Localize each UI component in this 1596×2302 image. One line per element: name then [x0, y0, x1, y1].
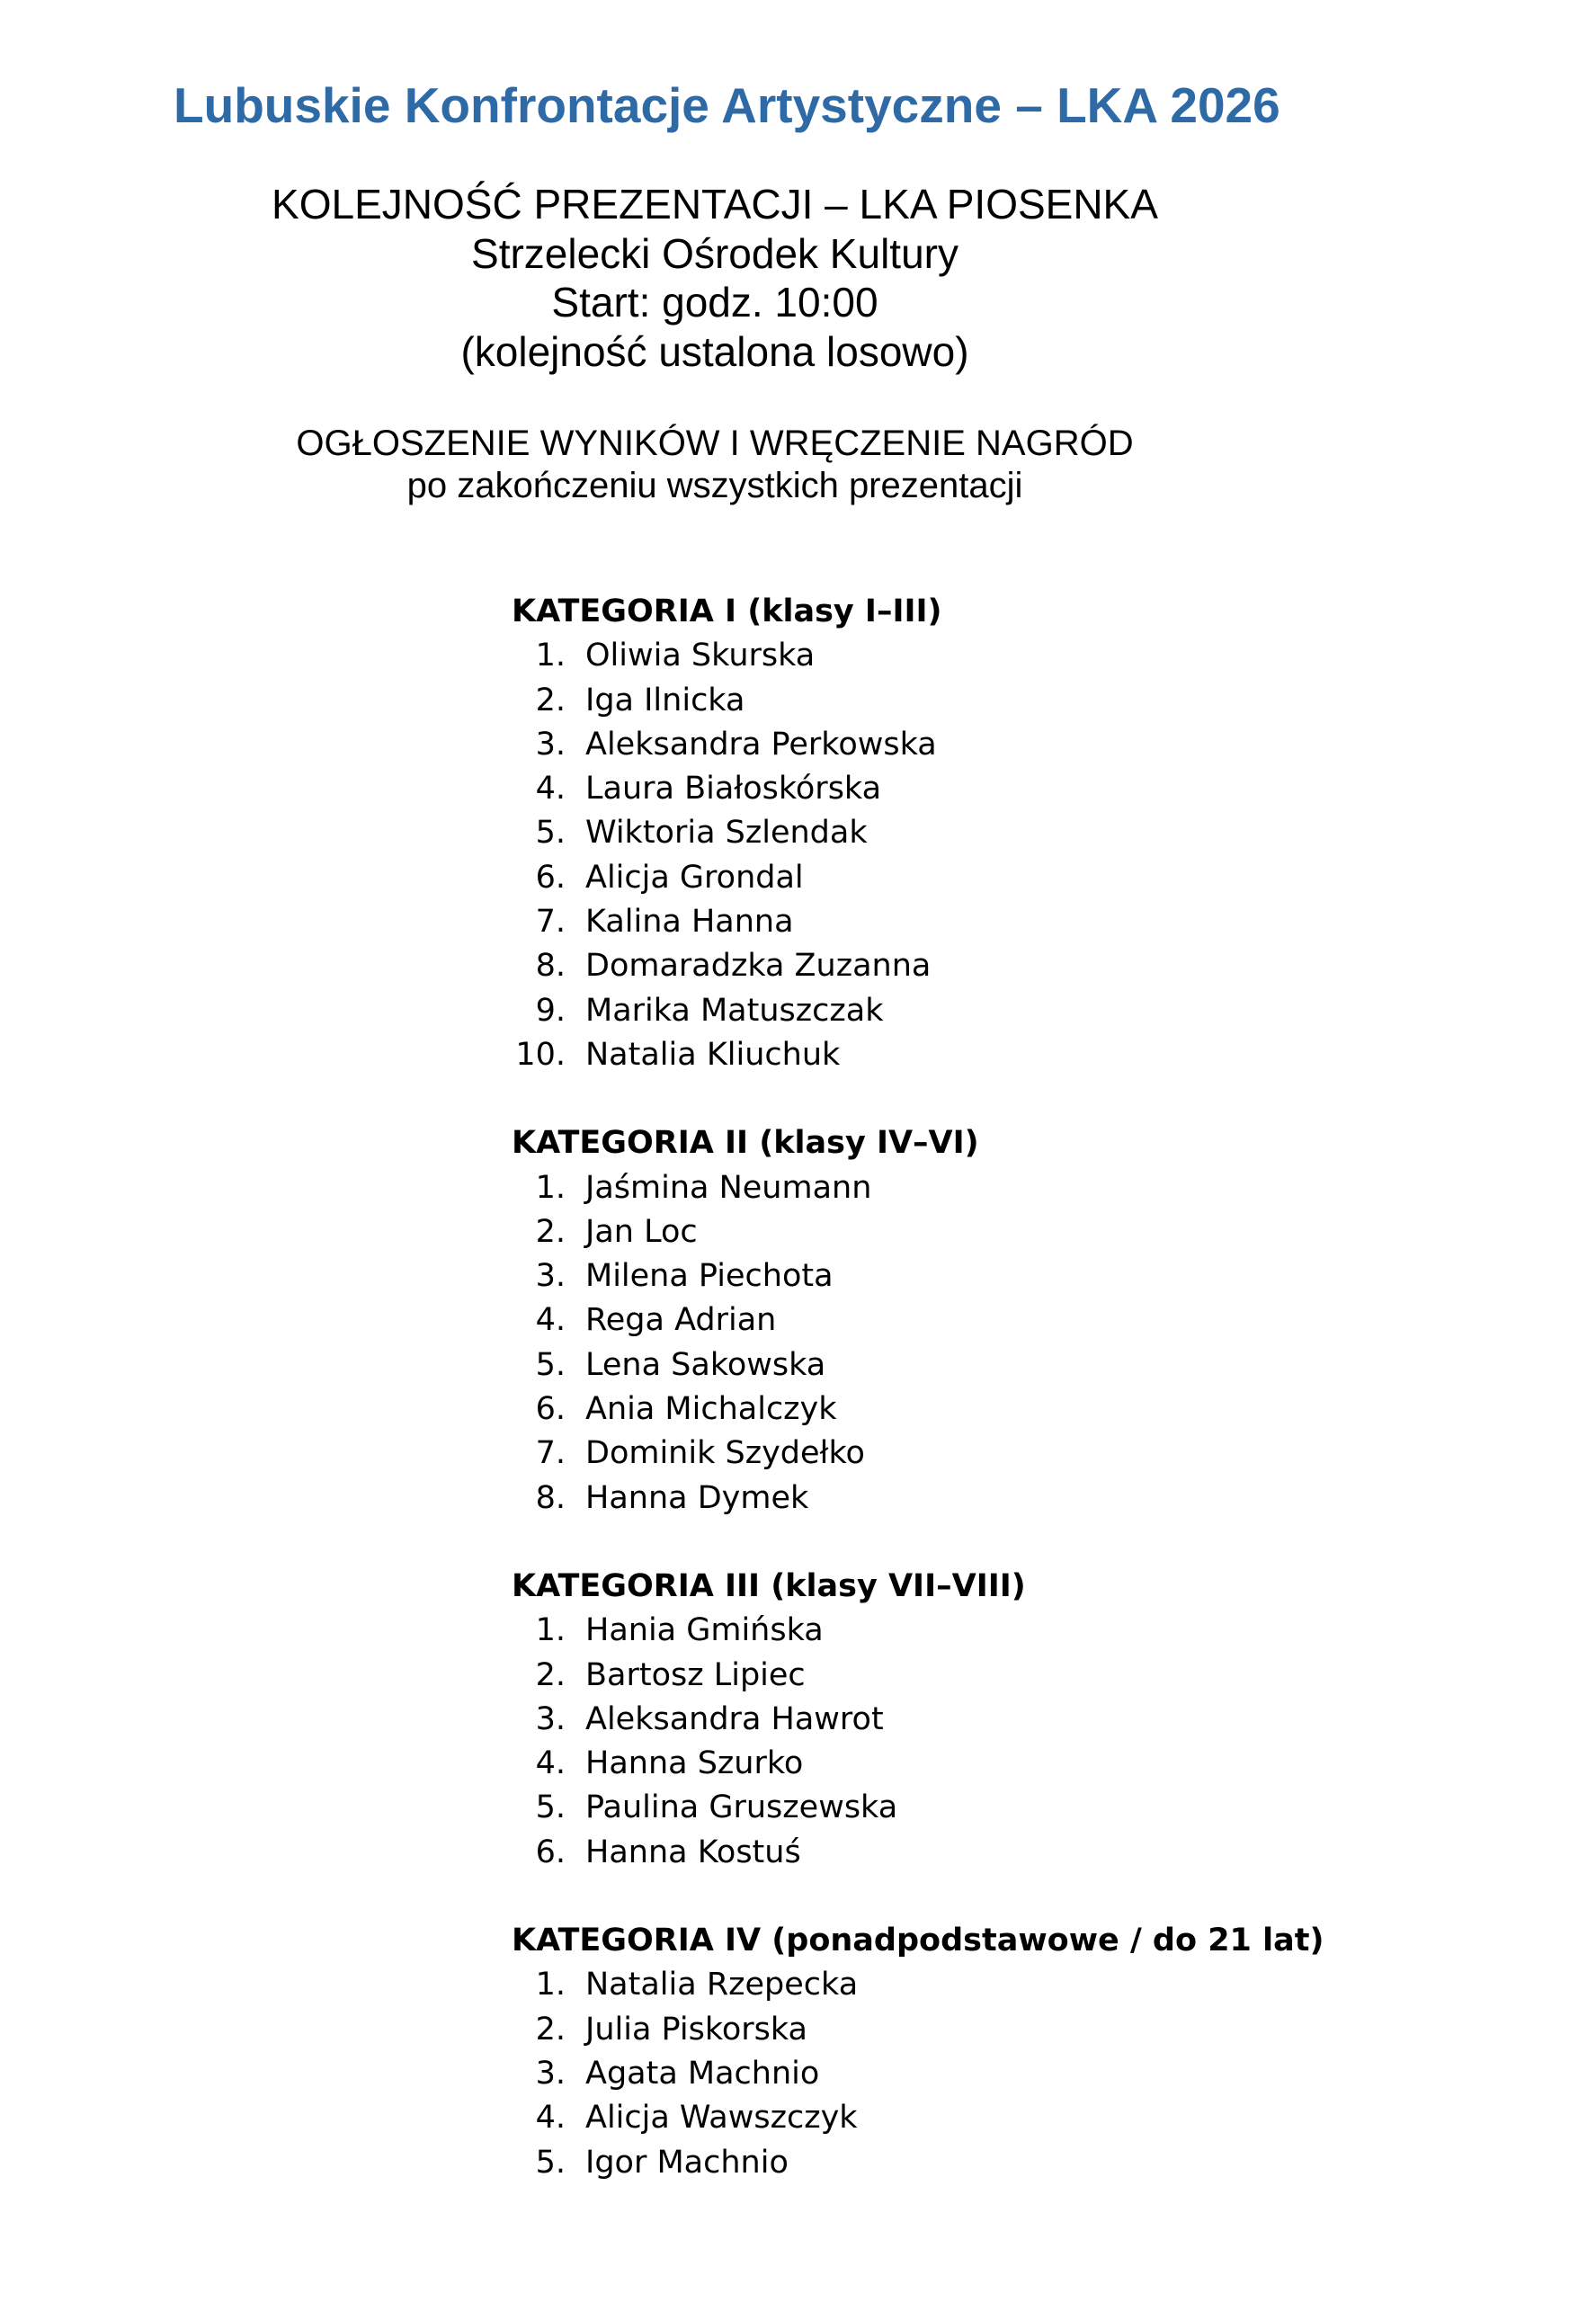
participant-name: Marika Matuszczak [585, 992, 884, 1029]
participant-name: Natalia Rzepecka [585, 1967, 859, 2003]
participant-name: Hania Gmińska [585, 1612, 824, 1649]
header-line-start-time: Start: godz. 10:00 [551, 279, 878, 326]
participant-entry [512, 1210, 1546, 1254]
participant-entry [512, 1831, 1546, 1875]
participant-number: 7. [535, 904, 566, 941]
category-section [512, 590, 1546, 1077]
participant-entry [512, 1254, 1546, 1298]
participant-number: 2. [535, 1656, 566, 1693]
participant-number: 6. [535, 1834, 566, 1870]
participant-number: 5. [535, 2144, 566, 2181]
participant-entry [512, 1654, 1546, 1698]
participant-name: Alicja Wawszczyk [585, 2100, 858, 2137]
participant-name: Oliwia Skurska [585, 638, 816, 674]
participant-name: Natalia Kliuchuk [585, 1036, 841, 1073]
participant-number: 5. [535, 1789, 566, 1826]
participant-entry [512, 811, 1546, 855]
participant-name: Hanna Kostuś [585, 1834, 801, 1870]
participant-entry [512, 2052, 1546, 2096]
announcement-line-timing: po zakończeniu wszystkich prezentacji [406, 466, 1023, 505]
participant-name: Agata Machnio [585, 2055, 820, 2092]
participant-entry [512, 989, 1546, 1033]
participant-number: 1. [535, 1612, 566, 1649]
participant-number: 7. [535, 1435, 566, 1472]
participant-entry [512, 1786, 1546, 1830]
participant-name: Aleksandra Perkowska [585, 726, 937, 763]
category-section [512, 1121, 1546, 1521]
participant-number: 10. [515, 1036, 566, 1073]
participant-number: 4. [535, 1745, 566, 1782]
participant-entry [512, 634, 1546, 678]
participant-number: 1. [535, 1169, 566, 1206]
participant-name: Kalina Hanna [585, 904, 794, 941]
participant-name: Igor Machnio [585, 2144, 789, 2181]
participant-number: 4. [535, 1302, 566, 1339]
participant-number: 5. [535, 815, 566, 852]
category-heading: KATEGORIA III (klasy VII–VIII) [512, 1567, 1026, 1604]
participant-name: Julia Piskorska [585, 2011, 807, 2048]
participant-entry [512, 1033, 1546, 1077]
participant-entry [512, 1742, 1546, 1786]
participant-entry [512, 2008, 1546, 2052]
category-section [512, 1919, 1546, 2185]
participant-entry [512, 2096, 1546, 2140]
event-header [0, 180, 1430, 376]
categories-list [512, 590, 1546, 2229]
participant-name: Bartosz Lipiec [585, 1656, 806, 1693]
announcement-line-results: OGŁOSZENIE WYNIKÓW I WRĘCZENIE NAGRÓD [296, 424, 1134, 463]
participant-entry [512, 856, 1546, 900]
participant-number: 3. [535, 726, 566, 763]
participant-name: Hanna Szurko [585, 1745, 804, 1782]
participant-number: 6. [535, 859, 566, 896]
participant-number: 4. [535, 771, 566, 807]
header-line-note: (kolejność ustalona losowo) [460, 327, 969, 375]
participant-entry [512, 1432, 1546, 1476]
participant-number: 3. [535, 2055, 566, 2092]
participant-name: Rega Adrian [585, 1302, 777, 1339]
participant-name: Domaradzka Zuzanna [585, 948, 932, 985]
category-section [512, 1565, 1546, 1875]
participant-entry [512, 1477, 1546, 1521]
participant-entry [512, 900, 1546, 944]
participant-number: 5. [535, 1346, 566, 1383]
participant-name: Lena Sakowska [585, 1346, 826, 1383]
participant-list [512, 1609, 1546, 1875]
participant-entry [512, 1387, 1546, 1432]
participant-number: 3. [535, 1258, 566, 1295]
participant-list [512, 1963, 1546, 2184]
participant-name: Alicja Grondal [585, 859, 804, 896]
participant-entry [512, 723, 1546, 767]
participant-name: Iga Ilnicka [585, 682, 745, 718]
participant-number: 2. [535, 1213, 566, 1250]
participant-entry [512, 767, 1546, 811]
participant-entry [512, 1298, 1546, 1343]
category-heading: KATEGORIA II (klasy IV–VI) [512, 1125, 979, 1162]
participant-number: 6. [535, 1391, 566, 1428]
participant-name: Milena Piechota [585, 1258, 834, 1295]
participant-number: 1. [535, 638, 566, 674]
category-heading: KATEGORIA IV (ponadpodstawowe / do 21 lat) [512, 1923, 1324, 1959]
participant-number: 3. [535, 1700, 566, 1737]
participant-entry [512, 1963, 1546, 2007]
participant-name: Laura Białoskórska [585, 771, 882, 807]
participant-name: Dominik Szydełko [585, 1435, 865, 1472]
participant-name: Jaśmina Neumann [585, 1169, 872, 1206]
participant-number: 8. [535, 948, 566, 985]
participant-entry [512, 2141, 1546, 2185]
header-line-venue: Strzelecki Ośrodek Kultury [471, 229, 958, 277]
participant-name: Wiktoria Szlendak [585, 815, 868, 852]
participant-number: 8. [535, 1479, 566, 1516]
announcement-block [0, 423, 1430, 507]
header-line-order: KOLEJNOŚĆ PREZENTACJI – LKA PIOSENKA [272, 181, 1158, 228]
participant-entry [512, 1166, 1546, 1210]
participant-number: 2. [535, 682, 566, 718]
participant-name: Aleksandra Hawrot [585, 1700, 884, 1737]
participant-name: Ania Michalczyk [585, 1391, 837, 1428]
participant-entry [512, 1343, 1546, 1387]
participant-number: 9. [535, 992, 566, 1029]
participant-name: Jan Loc [585, 1213, 698, 1250]
document-title: Lubuskie Konfrontacje Artystyczne – LKA 2026 [174, 77, 1280, 133]
participant-number: 2. [535, 2011, 566, 2048]
participant-entry [512, 679, 1546, 723]
participant-name: Paulina Gruszewska [585, 1789, 898, 1826]
participant-name: Hanna Dymek [585, 1479, 809, 1516]
participant-entry [512, 1698, 1546, 1742]
participant-list [512, 634, 1546, 1077]
category-heading: KATEGORIA I (klasy I–III) [512, 593, 942, 629]
participant-entry [512, 944, 1546, 988]
participant-entry [512, 1609, 1546, 1653]
participant-number: 4. [535, 2100, 566, 2137]
participant-number: 1. [535, 1967, 566, 2003]
participant-list [512, 1166, 1546, 1521]
